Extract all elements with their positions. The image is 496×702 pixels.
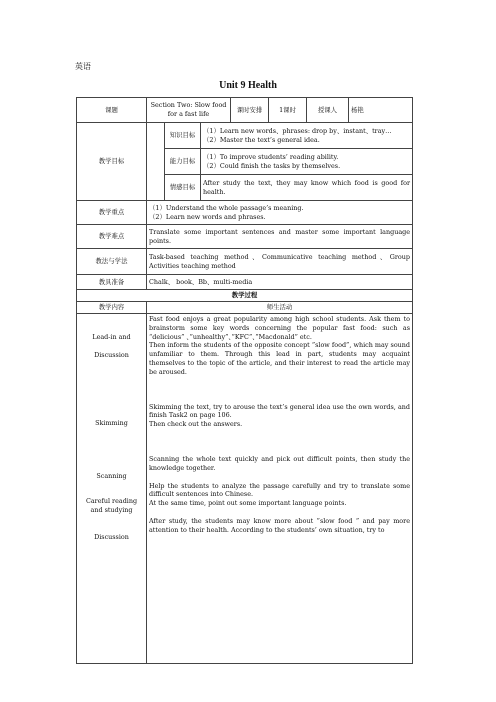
stage-discussion: Discussion — [94, 532, 129, 541]
activity-careful-b: At the same time, point out some important language points. — [149, 499, 347, 508]
stage-lead-discussion: Discussion — [94, 350, 129, 359]
hours-label: 课时安排 — [231, 98, 269, 123]
document-title: Unit 9 Health — [219, 80, 277, 91]
knowledge-goal-1: （1）Learn new words、phrases: drop by、instant、tray… — [203, 126, 392, 135]
teacher-value: 杨艳 — [349, 98, 413, 123]
subject-label: 英语 — [75, 62, 91, 71]
ability-goal-label: 能力目标 — [165, 149, 201, 175]
prep-text: Chalk、 book、Bb、multi-media — [147, 275, 413, 290]
activity-skim-a: Skimming the text, try to arouse the text’s general idea use the own words, and finish Task2 on page 106. — [149, 402, 410, 420]
activity-column — [147, 314, 413, 664]
knowledge-goal-text — [201, 123, 413, 149]
prep-label: 教具准备 — [77, 275, 147, 290]
stage-scanning: Scanning — [96, 472, 127, 481]
methods-label: 教法与学法 — [77, 249, 147, 275]
process-heading: 教学过程 — [77, 290, 413, 302]
activity-discussion: After study, the students may know more about ”slow food ” and pay more attention to their health. According to the students’ own situation, try to — [149, 516, 410, 534]
ability-goal-2: （2）Could finish the tasks by themselves. — [203, 161, 341, 170]
topic-value: Section Two: Slow food for a fast life — [147, 98, 231, 123]
stage-column — [77, 314, 147, 664]
ability-goal-1: （1）To improve students’ reading ability. — [203, 152, 339, 161]
lesson-plan-table — [76, 97, 413, 664]
knowledge-goal-label: 知识目标 — [165, 123, 201, 149]
objectives-label: 教学目标 — [77, 123, 147, 201]
key-point-1: （1）Understand the whole passage’s meaning. — [149, 203, 304, 212]
stage-lead-in: Lead-in and — [92, 333, 131, 341]
stage-careful-studying: and studying — [90, 505, 133, 514]
methods-text: Task-based teaching method、Communicative teaching method、Group Activities teaching method — [147, 249, 413, 275]
activity-scan: Scanning the whole text quickly and pick out difficult points, then study the knowledge together. — [149, 454, 410, 472]
activity-lead-a: Fast food enjoys a great popularity among high school students. Ask them to brainstorm some key words concerning the popular fast food: such as “delicious” 、”unhealthy”、”KFC”、”Macdonald” etc. — [149, 315, 410, 341]
difficulties-text: Translate some important sentences and master some important language points. — [147, 225, 413, 249]
key-points-label: 教学重点 — [77, 201, 147, 225]
key-points-text — [147, 201, 413, 225]
activity-careful-a: Help the students to analyze the passage carefully and try to translate some difficult sentences into Chinese. — [149, 481, 410, 499]
stage-skimming: Skimming — [95, 419, 128, 428]
ability-goal-text — [201, 149, 413, 175]
knowledge-goal-2: （2）Master the text’s general idea. — [203, 135, 320, 144]
activity-lead-b: Then inform the students of the opposite concept ”slow food”, which may sound unfamiliar to them. Through this lead in part, students may acquaint themselves to the topic of the article, and their interest to read the article may be aroused. — [149, 341, 410, 376]
topic-label: 课题 — [77, 98, 147, 123]
stage-careful-reading: Careful reading — [85, 496, 138, 505]
difficulties-label: 教学难点 — [77, 225, 147, 249]
activity-skim-b: Then check out the answers. — [149, 420, 243, 429]
key-point-2: （2）Learn new words and phrases. — [149, 212, 266, 221]
emotion-goal-label: 情感目标 — [165, 175, 201, 201]
objectives-spacer — [147, 123, 165, 201]
hours-value: 1课时 — [269, 98, 307, 123]
teacher-label: 授课人 — [307, 98, 349, 123]
content-column-header: 教学内容 — [77, 302, 147, 314]
activity-column-header: 师生活动 — [147, 302, 413, 314]
emotion-goal-text: After study the text, they may know which food is good for health. — [201, 175, 413, 201]
